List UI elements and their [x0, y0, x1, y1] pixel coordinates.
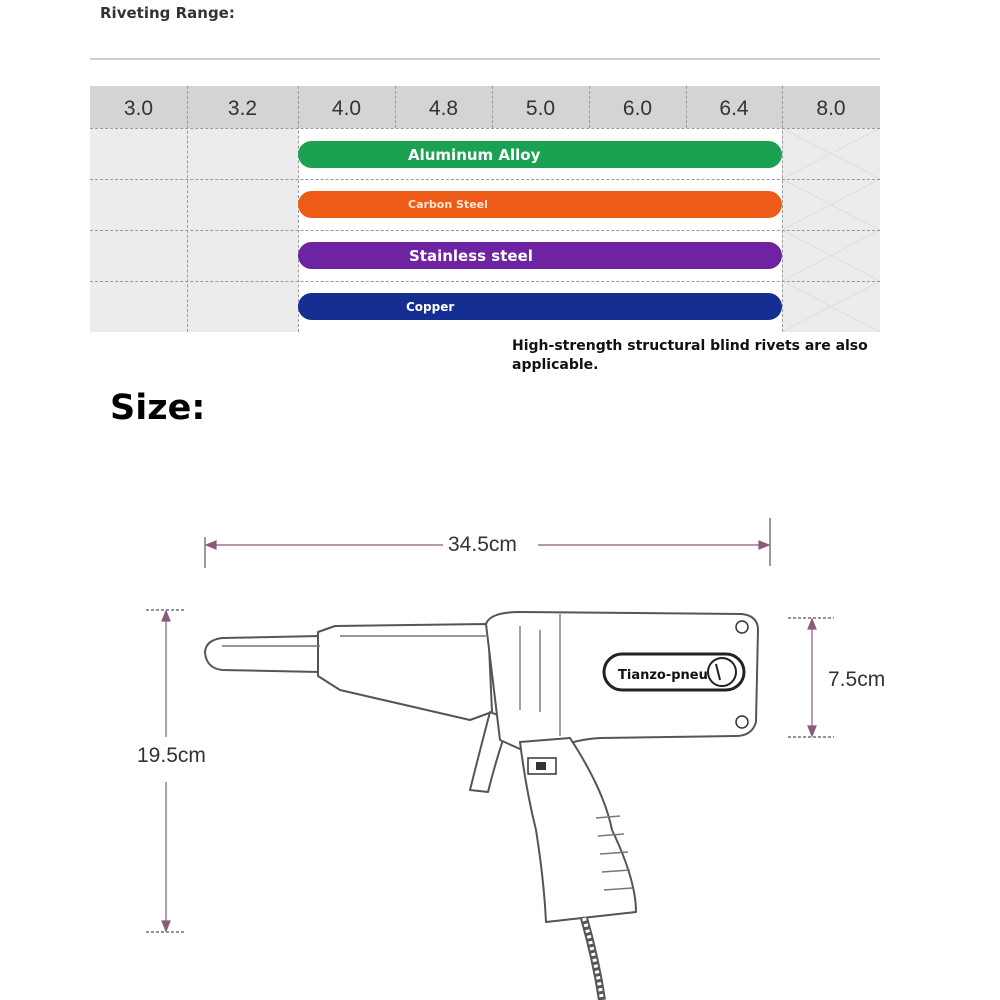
bar-label: Carbon Steel: [408, 198, 488, 211]
size-header-cell: 6.0: [622, 97, 653, 120]
size-header-cell: 6.4: [719, 97, 749, 120]
size-header-cell: 8.0: [816, 97, 846, 120]
body-height-dimension-label: 7.5cm: [828, 668, 886, 691]
height-dimension-label: 19.5cm: [137, 744, 206, 767]
riveting-range-title: Riveting Range:: [100, 4, 235, 22]
size-header-cell: 4.8: [428, 97, 459, 120]
bar-label: Stainless steel: [409, 246, 533, 265]
bar-label: Aluminum Alloy: [408, 145, 541, 164]
bar-label: Copper: [406, 299, 455, 314]
size-header-cell: 3.0: [123, 97, 154, 120]
length-dimension-label: 34.5cm: [448, 533, 517, 556]
size-header-cell: 5.0: [525, 97, 556, 120]
brand-logo: Tianzo-pneu: [618, 668, 708, 683]
size-header-cell: 4.0: [331, 97, 362, 120]
applicability-note: High-strength structural blind rivets are also applicable.: [512, 338, 868, 373]
size-title: Size:: [110, 388, 206, 428]
size-header-cell: 3.2: [227, 97, 258, 120]
